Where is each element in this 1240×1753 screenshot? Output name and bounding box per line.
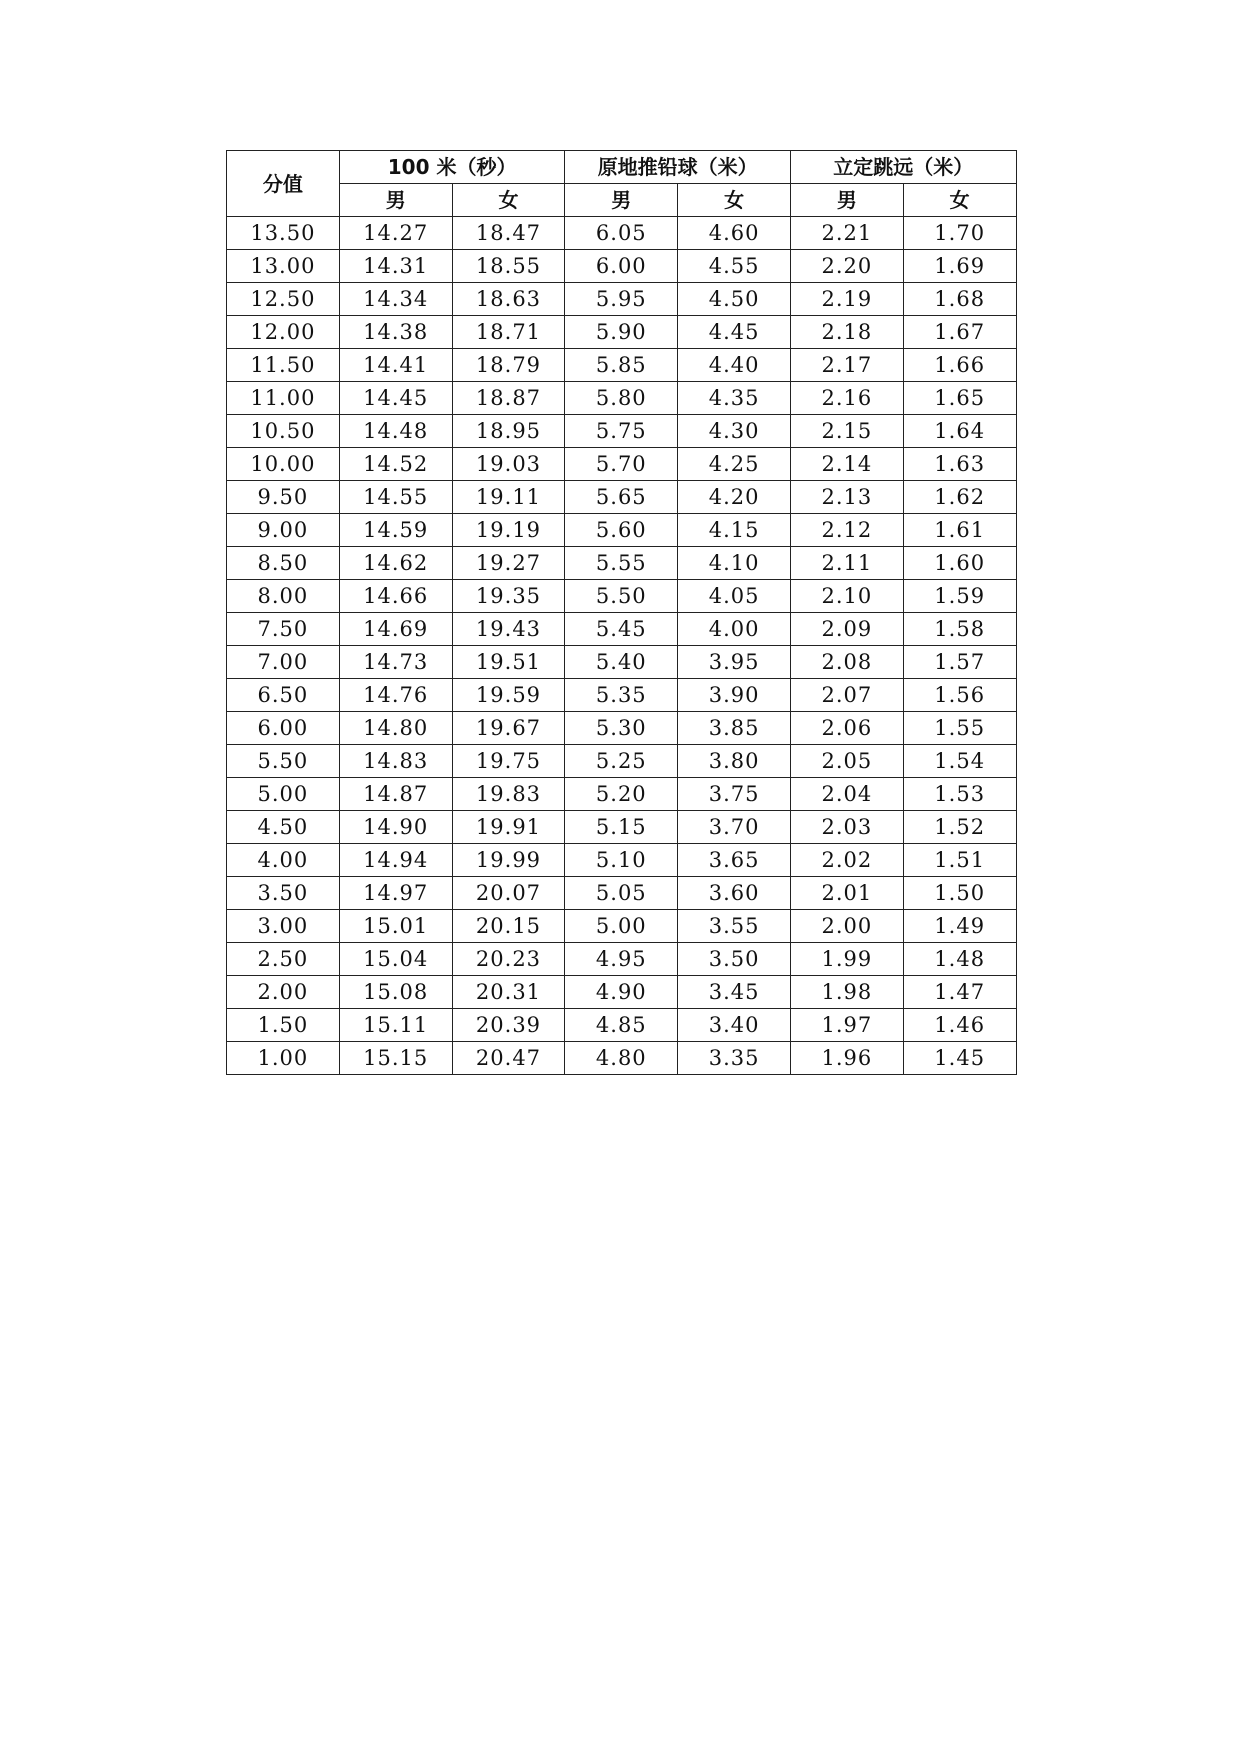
shot-put-female-cell: 3.85 bbox=[678, 712, 791, 745]
long-jump-male-cell: 2.12 bbox=[790, 514, 903, 547]
long-jump-female-cell: 1.62 bbox=[903, 481, 1016, 514]
shot-put-female-cell: 3.95 bbox=[678, 646, 791, 679]
shot-put-male-cell: 5.15 bbox=[565, 811, 678, 844]
score-cell: 6.50 bbox=[227, 679, 340, 712]
table-body bbox=[227, 217, 1017, 1075]
shot-put-female-cell: 3.40 bbox=[678, 1009, 791, 1042]
100m-female-cell: 19.19 bbox=[452, 514, 565, 547]
long-jump-female-cell: 1.55 bbox=[903, 712, 1016, 745]
long-jump-female-cell: 1.67 bbox=[903, 316, 1016, 349]
shot-put-male-cell: 5.80 bbox=[565, 382, 678, 415]
long-jump-male-cell: 2.11 bbox=[790, 547, 903, 580]
shot-put-male-cell: 4.80 bbox=[565, 1042, 678, 1075]
shot-put-male-cell: 5.50 bbox=[565, 580, 678, 613]
long-jump-female-cell: 1.46 bbox=[903, 1009, 1016, 1042]
table-row bbox=[227, 943, 1017, 976]
100m-male-cell: 14.62 bbox=[339, 547, 452, 580]
group-header-shot-put: 原地推铅球（米） bbox=[565, 151, 791, 184]
shot-put-female-cell: 4.15 bbox=[678, 514, 791, 547]
100m-male-cell: 14.59 bbox=[339, 514, 452, 547]
shot-put-female-cell: 3.90 bbox=[678, 679, 791, 712]
long-jump-female-cell: 1.45 bbox=[903, 1042, 1016, 1075]
shot-put-male-cell: 6.05 bbox=[565, 217, 678, 250]
100m-female-cell: 19.03 bbox=[452, 448, 565, 481]
100m-male-cell: 14.34 bbox=[339, 283, 452, 316]
table-row bbox=[227, 910, 1017, 943]
long-jump-female-cell: 1.57 bbox=[903, 646, 1016, 679]
100m-female-cell: 19.11 bbox=[452, 481, 565, 514]
shot-put-female-cell: 4.35 bbox=[678, 382, 791, 415]
long-jump-male-cell: 2.21 bbox=[790, 217, 903, 250]
score-cell: 4.00 bbox=[227, 844, 340, 877]
long-jump-female-cell: 1.52 bbox=[903, 811, 1016, 844]
long-jump-male-cell: 1.99 bbox=[790, 943, 903, 976]
100m-male-cell: 14.52 bbox=[339, 448, 452, 481]
shot-put-male-cell: 5.00 bbox=[565, 910, 678, 943]
long-jump-female-cell: 1.63 bbox=[903, 448, 1016, 481]
shot-put-male-cell: 4.90 bbox=[565, 976, 678, 1009]
100m-female-cell: 18.95 bbox=[452, 415, 565, 448]
score-cell: 1.50 bbox=[227, 1009, 340, 1042]
100m-male-cell: 15.01 bbox=[339, 910, 452, 943]
score-cell: 11.00 bbox=[227, 382, 340, 415]
long-jump-male-cell: 2.08 bbox=[790, 646, 903, 679]
table-row bbox=[227, 514, 1017, 547]
long-jump-female-cell: 1.61 bbox=[903, 514, 1016, 547]
shot-put-female-cell: 3.75 bbox=[678, 778, 791, 811]
shot-put-female-cell: 4.00 bbox=[678, 613, 791, 646]
long-jump-male-cell: 2.13 bbox=[790, 481, 903, 514]
shot-put-female-cell: 3.80 bbox=[678, 745, 791, 778]
score-cell: 12.50 bbox=[227, 283, 340, 316]
100m-female-cell: 19.51 bbox=[452, 646, 565, 679]
shot-put-female-cell: 4.45 bbox=[678, 316, 791, 349]
100m-female-cell: 20.47 bbox=[452, 1042, 565, 1075]
long-jump-male-cell: 2.04 bbox=[790, 778, 903, 811]
table-row bbox=[227, 646, 1017, 679]
100m-female-cell: 19.59 bbox=[452, 679, 565, 712]
long-jump-female-cell: 1.58 bbox=[903, 613, 1016, 646]
long-jump-male-cell: 2.06 bbox=[790, 712, 903, 745]
group-header-100m: 100 米（秒） bbox=[339, 151, 565, 184]
long-jump-female-cell: 1.50 bbox=[903, 877, 1016, 910]
100m-female-cell: 18.47 bbox=[452, 217, 565, 250]
long-jump-female-cell: 1.60 bbox=[903, 547, 1016, 580]
score-column-header: 分值 bbox=[227, 151, 340, 217]
100m-female-cell: 19.67 bbox=[452, 712, 565, 745]
100m-male-cell: 14.83 bbox=[339, 745, 452, 778]
long-jump-female-cell: 1.64 bbox=[903, 415, 1016, 448]
score-cell: 13.50 bbox=[227, 217, 340, 250]
shot-put-female-cell: 4.60 bbox=[678, 217, 791, 250]
100m-male-cell: 14.73 bbox=[339, 646, 452, 679]
score-cell: 10.00 bbox=[227, 448, 340, 481]
long-jump-male-cell: 2.19 bbox=[790, 283, 903, 316]
shot-put-male-cell: 5.75 bbox=[565, 415, 678, 448]
sub-header-male: 男 bbox=[790, 184, 903, 217]
long-jump-male-cell: 2.10 bbox=[790, 580, 903, 613]
100m-female-cell: 20.07 bbox=[452, 877, 565, 910]
long-jump-female-cell: 1.47 bbox=[903, 976, 1016, 1009]
long-jump-male-cell: 1.97 bbox=[790, 1009, 903, 1042]
score-cell: 7.00 bbox=[227, 646, 340, 679]
100m-male-cell: 15.11 bbox=[339, 1009, 452, 1042]
shot-put-male-cell: 5.65 bbox=[565, 481, 678, 514]
100m-male-cell: 14.31 bbox=[339, 250, 452, 283]
score-table bbox=[226, 150, 1017, 1075]
table-row bbox=[227, 349, 1017, 382]
100m-female-cell: 19.91 bbox=[452, 811, 565, 844]
long-jump-female-cell: 1.70 bbox=[903, 217, 1016, 250]
100m-male-cell: 15.15 bbox=[339, 1042, 452, 1075]
shot-put-male-cell: 5.60 bbox=[565, 514, 678, 547]
long-jump-male-cell: 1.98 bbox=[790, 976, 903, 1009]
100m-male-cell: 14.90 bbox=[339, 811, 452, 844]
long-jump-female-cell: 1.56 bbox=[903, 679, 1016, 712]
sub-header-male: 男 bbox=[339, 184, 452, 217]
100m-female-cell: 18.79 bbox=[452, 349, 565, 382]
table-row bbox=[227, 844, 1017, 877]
shot-put-male-cell: 5.95 bbox=[565, 283, 678, 316]
100m-male-cell: 14.80 bbox=[339, 712, 452, 745]
shot-put-female-cell: 4.30 bbox=[678, 415, 791, 448]
shot-put-female-cell: 4.20 bbox=[678, 481, 791, 514]
score-cell: 4.50 bbox=[227, 811, 340, 844]
shot-put-male-cell: 5.55 bbox=[565, 547, 678, 580]
100m-female-cell: 19.99 bbox=[452, 844, 565, 877]
long-jump-male-cell: 2.18 bbox=[790, 316, 903, 349]
sub-header-female: 女 bbox=[452, 184, 565, 217]
header-row-groups bbox=[227, 151, 1017, 184]
sub-header-male: 男 bbox=[565, 184, 678, 217]
table-row bbox=[227, 382, 1017, 415]
shot-put-male-cell: 5.45 bbox=[565, 613, 678, 646]
100m-female-cell: 18.55 bbox=[452, 250, 565, 283]
table-row bbox=[227, 283, 1017, 316]
table-row bbox=[227, 217, 1017, 250]
long-jump-female-cell: 1.68 bbox=[903, 283, 1016, 316]
100m-male-cell: 14.55 bbox=[339, 481, 452, 514]
table-row bbox=[227, 877, 1017, 910]
long-jump-female-cell: 1.48 bbox=[903, 943, 1016, 976]
100m-female-cell: 18.63 bbox=[452, 283, 565, 316]
100m-female-cell: 20.23 bbox=[452, 943, 565, 976]
score-cell: 5.00 bbox=[227, 778, 340, 811]
table-row bbox=[227, 613, 1017, 646]
shot-put-male-cell: 4.85 bbox=[565, 1009, 678, 1042]
table-row bbox=[227, 976, 1017, 1009]
long-jump-female-cell: 1.54 bbox=[903, 745, 1016, 778]
table-row bbox=[227, 316, 1017, 349]
table-row bbox=[227, 481, 1017, 514]
100m-male-cell: 14.27 bbox=[339, 217, 452, 250]
table-row bbox=[227, 1009, 1017, 1042]
shot-put-female-cell: 3.55 bbox=[678, 910, 791, 943]
shot-put-female-cell: 4.10 bbox=[678, 547, 791, 580]
shot-put-male-cell: 6.00 bbox=[565, 250, 678, 283]
100m-female-cell: 19.43 bbox=[452, 613, 565, 646]
shot-put-female-cell: 4.55 bbox=[678, 250, 791, 283]
100m-female-cell: 19.83 bbox=[452, 778, 565, 811]
score-cell: 1.00 bbox=[227, 1042, 340, 1075]
table-row bbox=[227, 778, 1017, 811]
shot-put-male-cell: 5.85 bbox=[565, 349, 678, 382]
shot-put-female-cell: 3.70 bbox=[678, 811, 791, 844]
shot-put-male-cell: 5.25 bbox=[565, 745, 678, 778]
score-cell: 10.50 bbox=[227, 415, 340, 448]
score-cell: 12.00 bbox=[227, 316, 340, 349]
100m-female-cell: 20.39 bbox=[452, 1009, 565, 1042]
sub-header-female: 女 bbox=[903, 184, 1016, 217]
shot-put-male-cell: 5.20 bbox=[565, 778, 678, 811]
shot-put-male-cell: 5.10 bbox=[565, 844, 678, 877]
100m-male-cell: 15.08 bbox=[339, 976, 452, 1009]
sub-header-female: 女 bbox=[678, 184, 791, 217]
100m-male-cell: 14.45 bbox=[339, 382, 452, 415]
long-jump-male-cell: 2.20 bbox=[790, 250, 903, 283]
shot-put-female-cell: 3.45 bbox=[678, 976, 791, 1009]
100m-male-cell: 14.41 bbox=[339, 349, 452, 382]
shot-put-female-cell: 3.50 bbox=[678, 943, 791, 976]
100m-male-cell: 14.94 bbox=[339, 844, 452, 877]
shot-put-male-cell: 5.70 bbox=[565, 448, 678, 481]
100m-male-cell: 14.48 bbox=[339, 415, 452, 448]
long-jump-male-cell: 2.14 bbox=[790, 448, 903, 481]
shot-put-male-cell: 5.90 bbox=[565, 316, 678, 349]
100m-female-cell: 20.15 bbox=[452, 910, 565, 943]
table-row bbox=[227, 250, 1017, 283]
shot-put-male-cell: 5.35 bbox=[565, 679, 678, 712]
long-jump-female-cell: 1.66 bbox=[903, 349, 1016, 382]
table-row bbox=[227, 448, 1017, 481]
table-row bbox=[227, 745, 1017, 778]
shot-put-female-cell: 4.50 bbox=[678, 283, 791, 316]
shot-put-male-cell: 5.05 bbox=[565, 877, 678, 910]
long-jump-male-cell: 2.15 bbox=[790, 415, 903, 448]
table-row bbox=[227, 811, 1017, 844]
table-row bbox=[227, 679, 1017, 712]
score-cell: 11.50 bbox=[227, 349, 340, 382]
score-cell: 6.00 bbox=[227, 712, 340, 745]
100m-male-cell: 15.04 bbox=[339, 943, 452, 976]
100m-male-cell: 14.66 bbox=[339, 580, 452, 613]
long-jump-male-cell: 2.05 bbox=[790, 745, 903, 778]
long-jump-female-cell: 1.65 bbox=[903, 382, 1016, 415]
long-jump-male-cell: 2.00 bbox=[790, 910, 903, 943]
score-cell: 7.50 bbox=[227, 613, 340, 646]
score-cell: 2.00 bbox=[227, 976, 340, 1009]
100m-female-cell: 20.31 bbox=[452, 976, 565, 1009]
table-row bbox=[227, 415, 1017, 448]
score-cell: 9.50 bbox=[227, 481, 340, 514]
100m-male-cell: 14.87 bbox=[339, 778, 452, 811]
shot-put-female-cell: 3.65 bbox=[678, 844, 791, 877]
score-cell: 2.50 bbox=[227, 943, 340, 976]
100m-female-cell: 19.75 bbox=[452, 745, 565, 778]
shot-put-female-cell: 3.35 bbox=[678, 1042, 791, 1075]
100m-male-cell: 14.69 bbox=[339, 613, 452, 646]
long-jump-female-cell: 1.53 bbox=[903, 778, 1016, 811]
table-row bbox=[227, 1042, 1017, 1075]
long-jump-male-cell: 2.09 bbox=[790, 613, 903, 646]
header-row-gender bbox=[227, 184, 1017, 217]
shot-put-female-cell: 3.60 bbox=[678, 877, 791, 910]
long-jump-male-cell: 2.16 bbox=[790, 382, 903, 415]
group-header-long-jump: 立定跳远（米） bbox=[790, 151, 1016, 184]
shot-put-female-cell: 4.25 bbox=[678, 448, 791, 481]
shot-put-male-cell: 4.95 bbox=[565, 943, 678, 976]
shot-put-male-cell: 5.30 bbox=[565, 712, 678, 745]
score-cell: 3.00 bbox=[227, 910, 340, 943]
score-cell: 13.00 bbox=[227, 250, 340, 283]
table-row bbox=[227, 580, 1017, 613]
100m-male-cell: 14.38 bbox=[339, 316, 452, 349]
table-row bbox=[227, 547, 1017, 580]
100m-male-cell: 14.97 bbox=[339, 877, 452, 910]
long-jump-female-cell: 1.51 bbox=[903, 844, 1016, 877]
score-cell: 3.50 bbox=[227, 877, 340, 910]
long-jump-female-cell: 1.49 bbox=[903, 910, 1016, 943]
shot-put-female-cell: 4.05 bbox=[678, 580, 791, 613]
long-jump-male-cell: 2.17 bbox=[790, 349, 903, 382]
100m-female-cell: 19.27 bbox=[452, 547, 565, 580]
shot-put-male-cell: 5.40 bbox=[565, 646, 678, 679]
score-cell: 9.00 bbox=[227, 514, 340, 547]
score-cell: 5.50 bbox=[227, 745, 340, 778]
long-jump-female-cell: 1.59 bbox=[903, 580, 1016, 613]
long-jump-male-cell: 2.02 bbox=[790, 844, 903, 877]
100m-female-cell: 19.35 bbox=[452, 580, 565, 613]
score-cell: 8.50 bbox=[227, 547, 340, 580]
long-jump-male-cell: 2.03 bbox=[790, 811, 903, 844]
100m-male-cell: 14.76 bbox=[339, 679, 452, 712]
100m-female-cell: 18.87 bbox=[452, 382, 565, 415]
long-jump-female-cell: 1.69 bbox=[903, 250, 1016, 283]
long-jump-male-cell: 2.07 bbox=[790, 679, 903, 712]
long-jump-male-cell: 2.01 bbox=[790, 877, 903, 910]
table-row bbox=[227, 712, 1017, 745]
table-header bbox=[227, 151, 1017, 217]
long-jump-male-cell: 1.96 bbox=[790, 1042, 903, 1075]
shot-put-female-cell: 4.40 bbox=[678, 349, 791, 382]
score-cell: 8.00 bbox=[227, 580, 340, 613]
100m-female-cell: 18.71 bbox=[452, 316, 565, 349]
